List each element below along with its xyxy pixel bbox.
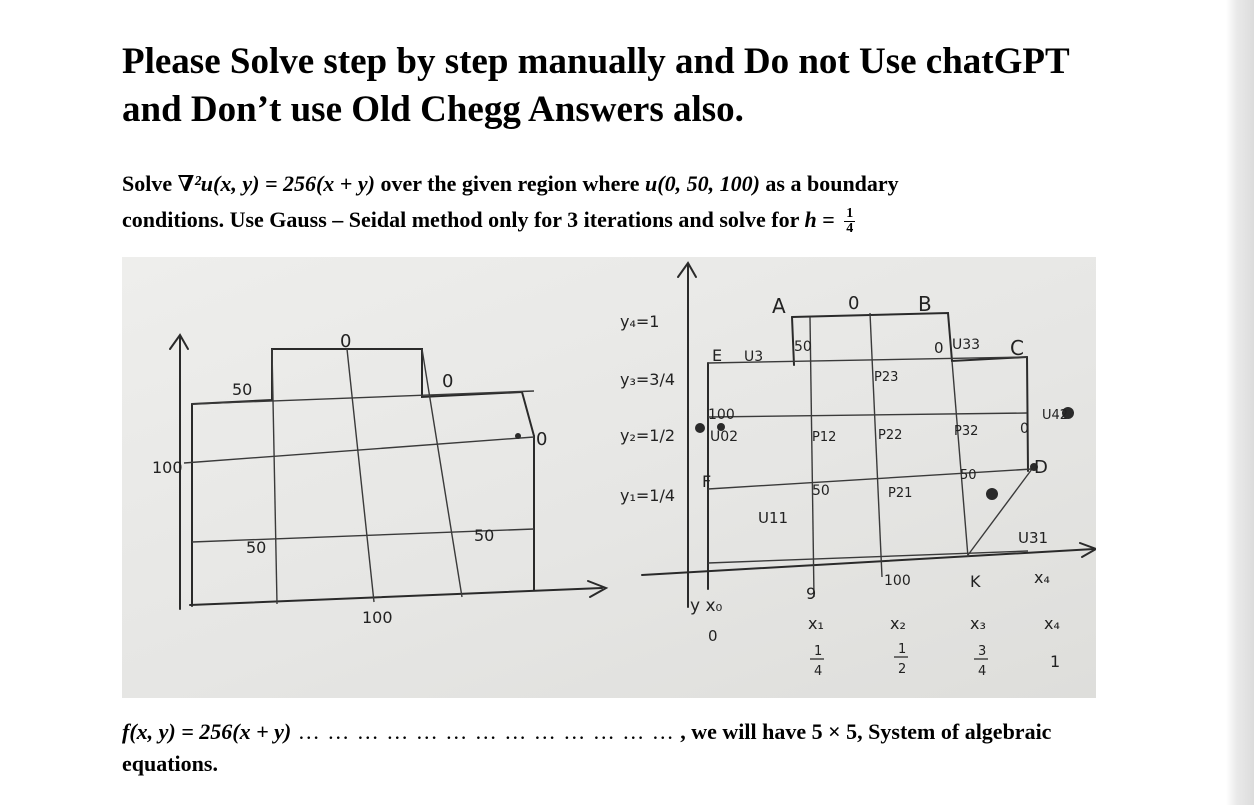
node-u3: U3 (744, 349, 764, 365)
right-region-top-edge (792, 313, 1027, 361)
right-grid-line-x2 (870, 313, 882, 577)
corner-label-c: C (1010, 336, 1024, 360)
grid-sketch (122, 257, 1096, 698)
pde-equation: ∇²u(x, y) = 256(x + y) (177, 171, 375, 196)
x2-label: x₂ (890, 614, 906, 633)
right-grid-line-x1 (810, 317, 814, 597)
boundary-value-50-right: 50 (960, 468, 977, 483)
problem-statement (122, 166, 1122, 238)
x3-fraction-den: 4 (978, 664, 987, 679)
x1-label: x₁ (808, 614, 824, 633)
footer-text: , we will have 5 × 5, System of algebraic (674, 719, 1052, 744)
x2-fraction-den: 2 (898, 662, 907, 677)
footer-ellipsis: … … … … … … … … … … … … … (291, 719, 675, 744)
boundary-value-50-top: 50 (794, 339, 812, 355)
page-edge-shadow (1226, 0, 1254, 805)
node-p23: P23 (874, 370, 899, 385)
right-region-upper-right-edge (1027, 357, 1028, 471)
boundary-condition: u(0, 50, 100) (645, 171, 760, 196)
node-u11: U11 (758, 509, 789, 527)
right-grid-line-y1 (708, 469, 1032, 489)
right-top-zero-1: 0 (848, 293, 860, 314)
right-boundary-dot-left (695, 423, 705, 433)
step-size-numerator: 1 (846, 206, 854, 222)
heading-line-2: and Don’t use Old Chegg Answers also. (122, 89, 744, 130)
node-u42: U42 (1042, 408, 1069, 423)
footer-line-2: equations. (122, 751, 218, 776)
origin-label: y x₀ (690, 596, 723, 616)
x4-label-upper: x₄ (1034, 568, 1050, 587)
left-label-top-left: 50 (232, 380, 253, 399)
x3-label: x₃ (970, 614, 986, 633)
x3-fraction-num: 3 (978, 644, 987, 659)
problem-solve-text: Solve (122, 171, 178, 196)
left-x-axis (190, 588, 602, 605)
x1-fraction-den: 4 (814, 664, 823, 679)
right-x-axis (642, 549, 1094, 575)
node-p21: P21 (888, 486, 913, 501)
y4-label: y₄=1 (620, 312, 660, 331)
node-p12: P12 (812, 430, 837, 445)
corner-label-e: E (712, 346, 723, 365)
corner-label-b: B (918, 292, 932, 316)
y2-label: y₂=1/2 (620, 426, 676, 445)
corner-label-k: K (970, 572, 981, 591)
boundary-value-50-mid: 50 (812, 483, 830, 499)
left-label-right: 0 (536, 429, 548, 450)
corner-label-f: F (702, 472, 712, 491)
step-size-symbol: h (804, 207, 817, 232)
right-region-grid (620, 263, 1096, 679)
footer-function: f(x, y) = 256(x + y) (122, 719, 292, 744)
left-label-bottom: 100 (362, 608, 393, 627)
heading-line-1: Please Solve step by step manually and Do not Use chatGPT (122, 41, 1070, 82)
left-corner-dot (515, 433, 521, 439)
right-top-zero-2: 0 (934, 339, 944, 357)
node-p32: P32 (954, 424, 979, 439)
left-grid-line-v2 (347, 349, 374, 602)
right-grid-line-y2 (708, 413, 1027, 417)
x4-label: x₄ (1044, 614, 1060, 633)
y1-label: y₁=1/4 (620, 486, 676, 505)
node-u02: U02 (710, 429, 739, 445)
left-label-top-right: 0 (442, 371, 454, 392)
left-grid-line-v1 (272, 349, 277, 604)
node-u31: U31 (1018, 529, 1049, 547)
boundary-value-100-bottom: 100 (884, 573, 911, 589)
scribble-nine: 9 (806, 584, 817, 603)
handwritten-sketch-photo (122, 257, 1096, 698)
x1-fraction-num: 1 (814, 644, 823, 659)
x2-fraction-num: 1 (898, 642, 907, 657)
corner-label-a: A (772, 294, 786, 318)
right-scribble-mark (986, 488, 998, 500)
right-side-zero: 0 (1020, 421, 1029, 437)
page-heading (122, 38, 1122, 134)
y3-label: y₃=3/4 (620, 370, 676, 389)
corner-label-d: D (1034, 457, 1048, 478)
origin-zero: 0 (708, 627, 718, 645)
node-p22: P22 (878, 428, 903, 443)
node-u33: U33 (952, 337, 981, 353)
problem-line1-end: as a boundary (759, 171, 899, 196)
left-label-bottom-right: 50 (474, 526, 495, 545)
x4-value-one: 1 (1050, 652, 1061, 671)
left-region-grid (152, 331, 606, 627)
problem-over-text: over the given region where (374, 171, 646, 196)
step-size-fraction (844, 207, 855, 236)
step-size-equals: = (816, 207, 841, 232)
boundary-value-100-left: 100 (708, 407, 735, 423)
right-grid-line-x3 (952, 361, 968, 557)
left-label-bottom-left: 50 (246, 538, 267, 557)
footer-statement (122, 716, 1122, 780)
step-size-denominator: 4 (846, 221, 854, 237)
left-label-top: 0 (340, 331, 352, 352)
left-label-left: 100 (152, 458, 183, 477)
problem-line-2: conditions. Use Gauss – Seidal method only for 3 iterations and solve for (122, 207, 805, 232)
